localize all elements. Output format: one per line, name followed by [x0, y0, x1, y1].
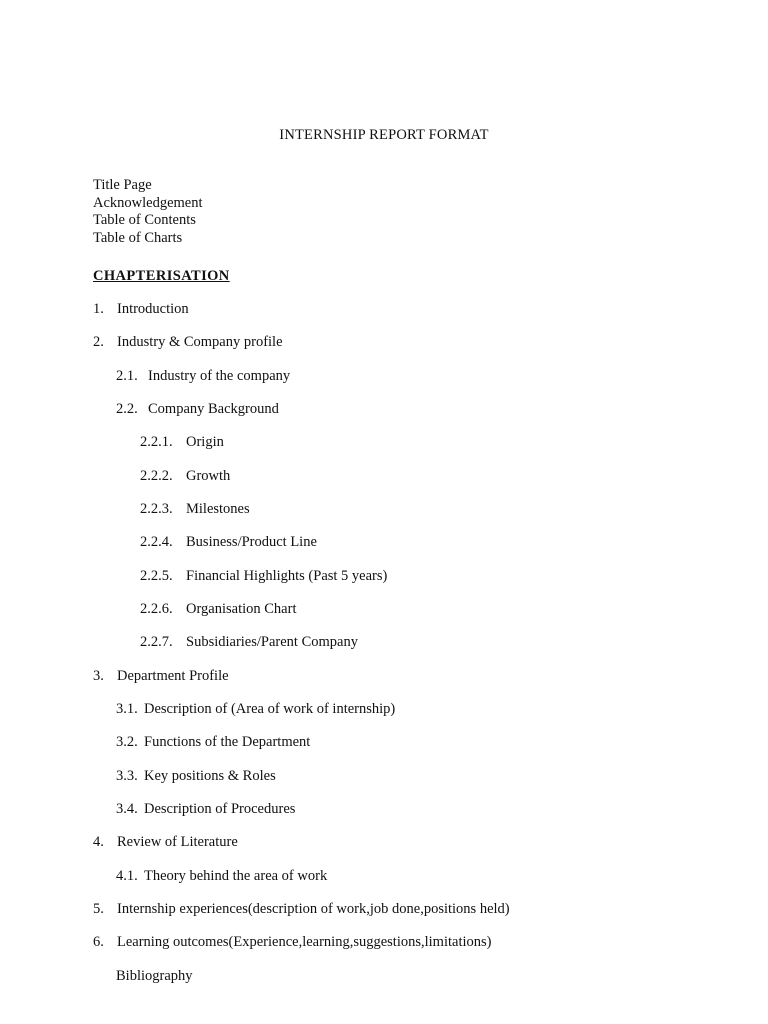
toc-item-5 [93, 899, 510, 919]
front-matter-item-title-page: Title Page [93, 177, 152, 193]
toc-text: Origin [186, 434, 224, 450]
toc-item-1 [93, 299, 189, 319]
toc-number: 2.2.5. [140, 568, 173, 584]
toc-text: Growth [186, 468, 231, 484]
toc-number: 4. [93, 834, 104, 850]
toc-text: Industry of the company [148, 368, 291, 384]
document-title: INTERNSHIP REPORT FORMAT [279, 127, 489, 143]
front-matter-item-acknowledgement: Acknowledgement [93, 194, 203, 211]
toc-item-6 [93, 932, 491, 952]
toc-number: 3.3. [116, 768, 138, 784]
toc-item-2-2-4 [140, 532, 317, 552]
toc-text: Learning outcomes(Experience,learning,suggestions,limitations) [117, 934, 492, 950]
toc-text: Business/Product Line [186, 534, 317, 550]
toc-number: 2.2.2. [140, 468, 173, 484]
toc-number: 3.1. [116, 701, 138, 717]
toc-number: 3. [93, 668, 104, 684]
toc-text: Financial Highlights (Past 5 years) [186, 568, 388, 584]
toc-item-3-2 [116, 732, 310, 752]
toc-number: 3.4. [116, 801, 138, 817]
toc-text: Description of (Area of work of internship) [144, 701, 396, 717]
toc-number: 2.2.7. [140, 634, 173, 650]
toc-text: Subsidiaries/Parent Company [186, 634, 358, 650]
toc-item-2 [93, 332, 283, 352]
toc-number: 2.2.4. [140, 534, 173, 550]
toc-item-3-4 [116, 799, 295, 819]
toc-number: 2. [93, 334, 104, 350]
toc-text: Key positions & Roles [144, 768, 276, 784]
toc-number: 1. [93, 301, 104, 317]
toc-number: 2.2.3. [140, 501, 173, 517]
toc-item-2-2-2 [140, 466, 230, 486]
toc-item-2-2 [116, 399, 279, 419]
toc-number: 2.2.6. [140, 601, 173, 617]
toc-number: 2.1. [116, 368, 138, 384]
toc-item-4 [93, 832, 238, 852]
toc-number: 3.2. [116, 734, 138, 750]
front-matter-item-table-of-contents: Table of Contents [93, 212, 196, 228]
toc-text: Functions of the Department [144, 734, 311, 750]
toc-number: 5. [93, 901, 104, 917]
front-matter-list [93, 177, 203, 247]
toc-item-2-2-7 [140, 632, 358, 652]
toc-item-2-2-3 [140, 499, 250, 519]
toc-text: Organisation Chart [186, 601, 297, 617]
section-heading-chapterisation: CHAPTERISATION [93, 268, 230, 284]
toc-item-4-1 [116, 866, 327, 886]
toc-item-2-2-1 [140, 432, 224, 452]
toc-text: Theory behind the area of work [144, 868, 328, 884]
toc-number: 6. [93, 934, 104, 950]
toc-text: Company Background [148, 401, 279, 417]
toc-item-3-3 [116, 766, 276, 786]
toc-text: Review of Literature [117, 834, 238, 850]
toc-item-3-1 [116, 699, 395, 719]
toc-item-2-1 [116, 366, 290, 386]
toc-item-2-2-6 [140, 599, 296, 619]
toc-text: Industry & Company profile [117, 334, 283, 350]
toc-item-bibliography [116, 966, 193, 986]
toc-text: Milestones [186, 501, 250, 517]
toc-text: Internship experiences(description of work,job done,positions held) [117, 901, 510, 917]
toc-item-2-2-5 [140, 566, 387, 586]
toc-text: Description of Procedures [144, 801, 296, 817]
toc-number: 4.1. [116, 868, 138, 884]
toc-item-3 [93, 666, 229, 686]
toc-number: 2.2. [116, 401, 138, 417]
toc-number: 2.2.1. [140, 434, 173, 450]
toc-text: Bibliography [116, 968, 193, 984]
toc-text: Introduction [117, 301, 189, 317]
toc-text: Department Profile [117, 668, 229, 684]
front-matter-item-table-of-charts: Table of Charts [93, 229, 183, 246]
